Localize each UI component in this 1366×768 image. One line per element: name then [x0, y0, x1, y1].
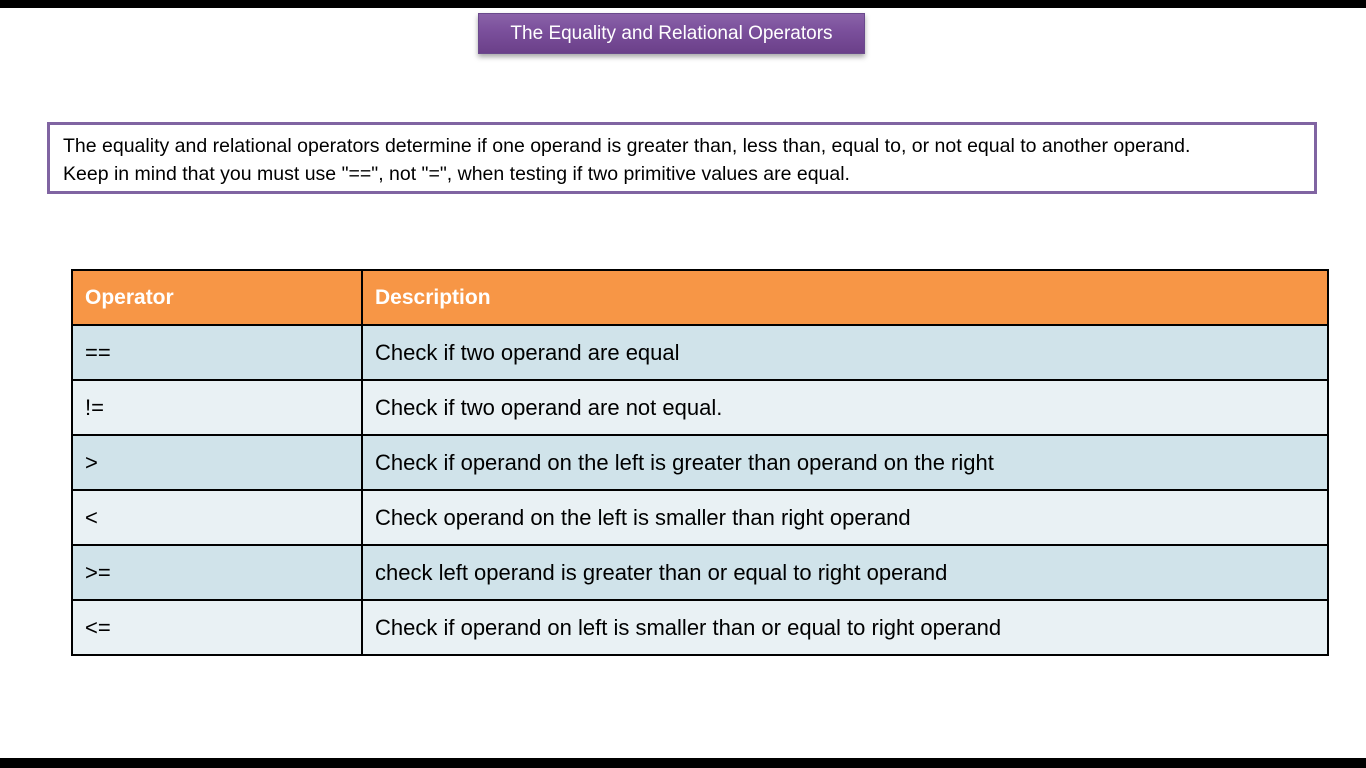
top-letterbox-bar: [0, 0, 1366, 8]
operator-cell: >: [72, 435, 362, 490]
header-operator: Operator: [72, 270, 362, 325]
table-row: [72, 600, 1328, 655]
table-row: [72, 490, 1328, 545]
operator-cell: <: [72, 490, 362, 545]
description-cell: check left operand is greater than or equal to right operand: [362, 545, 1328, 600]
description-cell: Check if operand on the left is greater than operand on the right: [362, 435, 1328, 490]
description-cell: Check if operand on left is smaller than or equal to right operand: [362, 600, 1328, 655]
description-cell: Check if two operand are equal: [362, 325, 1328, 380]
table-row: [72, 380, 1328, 435]
operators-table: [71, 269, 1329, 656]
table-row: [72, 545, 1328, 600]
table-row: [72, 435, 1328, 490]
description-cell: Check operand on the left is smaller than right operand: [362, 490, 1328, 545]
operator-cell: ==: [72, 325, 362, 380]
table-row: [72, 325, 1328, 380]
header-description: Description: [362, 270, 1328, 325]
operator-cell: !=: [72, 380, 362, 435]
slide-title: The Equality and Relational Operators: [478, 13, 865, 54]
operator-cell: >=: [72, 545, 362, 600]
operator-cell: <=: [72, 600, 362, 655]
intro-line-1: The equality and relational operators determine if one operand is greater than, less than, equal to, or not equal to another operand.: [63, 135, 1191, 157]
table-header-row: [72, 270, 1328, 325]
intro-text-box: [47, 122, 1317, 194]
intro-line-2: Keep in mind that you must use "==", not "=", when testing if two primitive values are equal.: [63, 163, 850, 185]
description-cell: Check if two operand are not equal.: [362, 380, 1328, 435]
bottom-letterbox-bar: [0, 758, 1366, 768]
